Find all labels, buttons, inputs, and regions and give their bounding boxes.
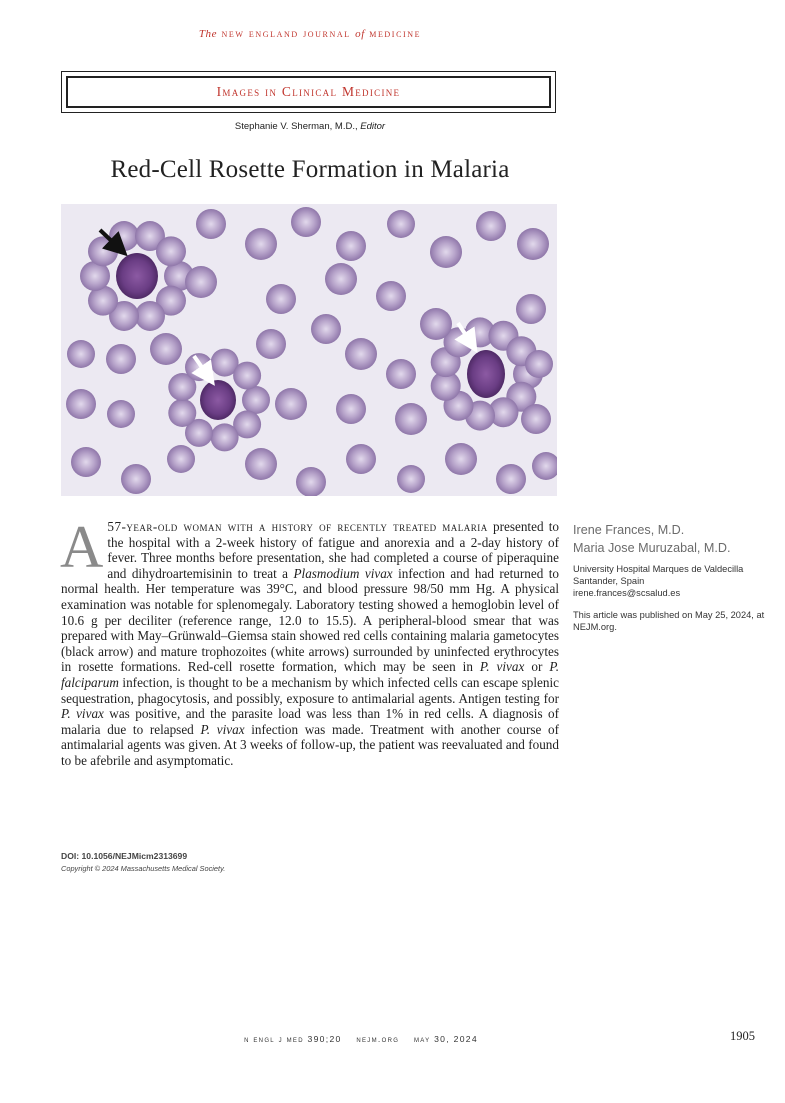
red-cell	[345, 338, 377, 370]
trophozoite-cell-1	[200, 380, 236, 420]
red-cell	[386, 359, 416, 389]
footer-date: may 30, 2024	[413, 1034, 478, 1044]
red-cell	[121, 464, 151, 494]
running-head-the: The	[198, 28, 218, 40]
body-italic-2: P. vivax	[479, 659, 525, 675]
red-cell	[245, 228, 277, 260]
author-email-link[interactable]: irene.frances@scsalud.es	[573, 588, 681, 598]
red-cell	[107, 400, 135, 428]
footer-journal-citation: n engl j med 390;20	[244, 1034, 342, 1044]
body-text-1: presented to the hospital with a 2-week history of fatigue and anorexia and a 2-day history of fever. Three months before presentation, she had completed a course of piperaquine and dihydroartemisinin to treat a	[107, 519, 559, 581]
rosette-red-cell	[233, 362, 261, 390]
section-banner-label: Images in Clinical Medicine	[216, 84, 401, 99]
red-cell	[106, 344, 136, 374]
red-cell	[336, 231, 366, 261]
body-italic-4: P. vivax	[61, 706, 104, 722]
rosette-red-cell	[211, 423, 239, 451]
rosette-red-cell	[185, 353, 213, 381]
red-cell	[66, 389, 96, 419]
editor-name: Stephanie V. Sherman, M.D.,	[234, 121, 358, 132]
running-head-medicine: medicine	[369, 28, 422, 40]
red-cell	[256, 329, 286, 359]
red-cell	[395, 403, 427, 435]
affiliation-institution: University Hospital Marques de Valdecilla	[573, 564, 744, 574]
body-text-6: infection was made. Treatment with another course of antimalarial agents was given. At 3 weeks of follow-up, the patient was reevaluated and found to be afebrile and asymptomatic.	[61, 721, 560, 768]
rosette-1	[116, 253, 158, 299]
editor-line	[0, 121, 620, 132]
red-cell	[517, 228, 549, 260]
author-name-1: Irene Frances, M.D.	[573, 523, 685, 537]
red-cell	[420, 308, 452, 340]
rosette-red-cell	[135, 301, 165, 331]
trophozoite-cell-2	[467, 350, 505, 398]
footer-site[interactable]: nejm.org	[356, 1034, 400, 1044]
running-head-journal: new england journal	[221, 28, 351, 40]
rosette-2	[200, 380, 236, 420]
body-italic-3: P. falciparum	[61, 659, 559, 690]
red-cell	[185, 266, 217, 298]
red-cell	[376, 281, 406, 311]
lead-in: 57-year-old woman with a history of recently treated malaria	[107, 519, 488, 534]
red-cell	[311, 314, 341, 344]
micrograph-background	[61, 204, 557, 496]
copyright-notice: Copyright © 2024 Massachusetts Medical Society.	[61, 864, 226, 873]
red-cell	[430, 236, 462, 268]
running-head-of: of	[355, 28, 365, 40]
red-cell	[387, 210, 415, 238]
editor-role: Editor	[360, 121, 386, 132]
red-cell	[336, 394, 366, 424]
body-italic-5: P. vivax	[200, 721, 245, 737]
rosette-red-cell	[168, 399, 196, 427]
rosette-red-cell	[156, 236, 186, 266]
micrograph-image	[61, 204, 557, 496]
red-cell	[296, 467, 326, 496]
red-cell	[167, 445, 195, 473]
running-head	[0, 28, 620, 40]
section-banner	[61, 71, 556, 113]
red-cell	[525, 350, 553, 378]
section-banner-frame	[66, 76, 551, 108]
red-cell	[445, 443, 477, 475]
doi-link[interactable]: DOI: 10.1056/NEJMicm2313699	[61, 851, 188, 861]
red-cell	[496, 464, 526, 494]
page-number: 1905	[730, 1029, 755, 1043]
body-italic-1: Plasmodium vivax	[293, 565, 393, 581]
red-cell	[67, 340, 95, 368]
body-text-3: or	[524, 659, 550, 675]
affiliation-location: Santander, Spain	[573, 576, 645, 586]
red-cell	[346, 444, 376, 474]
body-text-5: was positive, and the parasite load was less than 1% in red cells. A diagnosis of malaria due to relapsed	[61, 706, 559, 737]
red-cell	[291, 207, 321, 237]
rosette-red-cell	[242, 386, 270, 414]
red-cell	[397, 465, 425, 493]
body-text-4: infection, is thought to be a mechanism by which infected cells can escape splenic sequestration, phagocytosis, and possibly, exposure to antimalarial agents. Antigen testing for	[61, 674, 559, 706]
red-cell	[275, 388, 307, 420]
red-cell	[521, 404, 551, 434]
article-title: Red-Cell Rosette Formation in Malaria	[110, 156, 510, 183]
red-cell	[150, 333, 182, 365]
rosette-3	[467, 350, 505, 398]
body-text-2: infection and had returned to normal health. Her temperature was 39°C, and blood pressure 98/50 mm Hg. A physical examination was notable for splenomegaly. Laboratory testing showed a hemoglobin level of 10.6 g per deciliter (reference range, 12.0 to 15.5). A peripheral-blood smear that was prepared with May–Grünwald–Giemsa stain showed red cells containing malaria gametocytes (black arrow) and mature trophozoites (white arrows) surrounded by uninfected erythrocytes in rosette formations. Red-cell rosette formation, which may be seen in	[61, 565, 559, 675]
red-cell	[516, 294, 546, 324]
red-cell	[71, 447, 101, 477]
red-cell	[245, 448, 277, 480]
article-body	[60, 514, 560, 769]
drop-cap: A	[60, 514, 104, 580]
rosette-red-cell	[109, 221, 139, 251]
footer-citation	[0, 1034, 722, 1044]
author-name-2: Maria Jose Muruzabal, M.D.	[573, 541, 731, 555]
red-cell	[476, 211, 506, 241]
publication-note: This article was published on May 25, 2024, at NEJM.org.	[573, 610, 765, 632]
red-cell	[196, 209, 226, 239]
red-cell	[325, 263, 357, 295]
red-cell	[266, 284, 296, 314]
author-block	[573, 521, 773, 633]
gametocyte-cell	[116, 253, 158, 299]
